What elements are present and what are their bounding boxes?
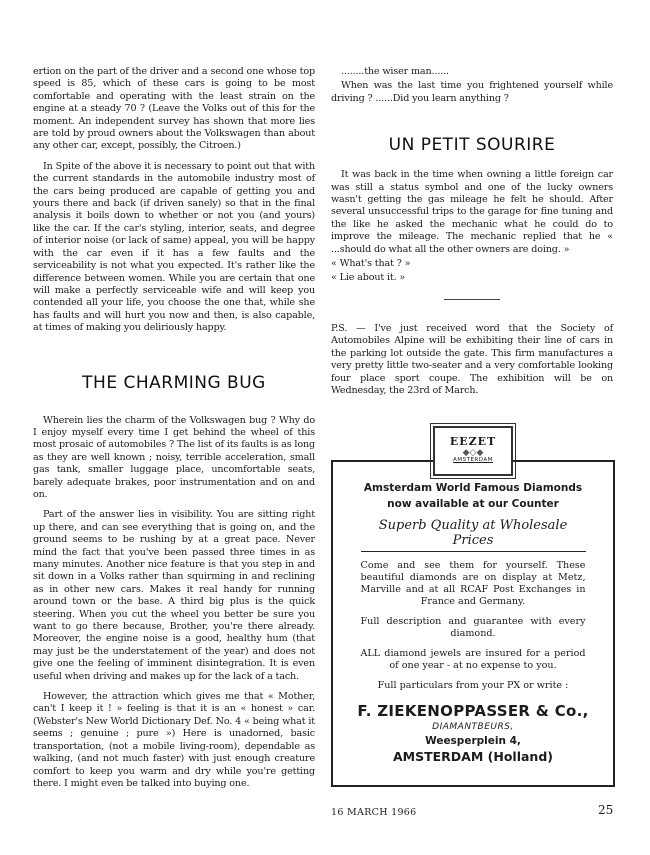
postscript: P.S. — I've just received word that the Society of Automobiles Alpine will be exhibiting their line of cars in the parking lot outside the gate. This firm manufactures a very pretty little two-seater and a very comfortable looking four place sport coupe. The exhibition will be on Wednesday, the 23rd of March. (331, 322, 613, 396)
ad-text: Full description and guarantee with every diamond. (360, 616, 586, 639)
diamond-advertisement (331, 435, 615, 787)
paragraph: When was the last time you frightened yourself while driving ? ......Did you learn anything ? (331, 80, 613, 104)
page-number: 25 (598, 803, 614, 817)
diamond-icon: ◆◇◆ (462, 447, 484, 457)
ad-address: Weesperplein 4, (425, 735, 521, 747)
left-column (33, 66, 315, 798)
quote-line: « Lie about it. » (331, 272, 406, 284)
ad-company-name: F. ZIEKENOPPASSER & Co., (357, 702, 589, 720)
paragraph: ertion on the part of the driver and a second one whose top speed is 85, which of these cars is going to be most comfortable and operating with the least strain on the engine at a steady 70 ? (Leave the Volks out of this for the moment. An independent survey has shown that more lies are told by proud owners about the Volkswagen than about any other car, except, possibly, the Citroen.) (33, 66, 315, 152)
paragraph: Part of the answer lies in visibility. You are sitting right up there, and can see everything that is going on, and the ground seems to be rushing by at a great pace. Never mind the fact that you've been passed three times in as many minutes. Another nice feature is that you step in and sit down in a Volks rather than squirming in and reclining as in other new cars. Makes it real handy for running around town or the base. A third big plus is the quick steering. When you cut the wheel you better be sure you want to go there because, Brother, you're there already. Moreover, the engine noise is a good, healthy hum (that may just be the understatement of the year) and does not give one the feeling of imminent disintegration. It is even useful when driving and makes up for the lack of a tach. (33, 509, 315, 682)
logo-city: AMSTERDAM (453, 457, 493, 463)
paragraph: However, the attraction which gives me that « Mother, can't I keep it ! » feeling is that it is an « honest » car. (Webster's New World Dictionary Def. No. 4 « being what it seems ; genuine ; pure ») Here is unadorned, basic transportation, (not a mobile living-room), dependable as walking, (and not much faster) with just enough creature comfort to keep you warm and dry while you're getting there. I might even be talked into buying one. (33, 691, 315, 789)
ad-text: Come and see them for yourself. These beautiful diamonds are on display at Metz, Marville and at all RCAF Post Exchanges in France and Germany. (360, 560, 586, 607)
ad-city: AMSTERDAM (Holland) (393, 749, 553, 764)
eezet-logo (433, 426, 513, 476)
ad-subtitle: now available at our Counter (387, 498, 559, 510)
paragraph: Wherein lies the charm of the Volkswagen bug ? Why do I enjoy myself every time I get behind the wheel of this most prosaic of automobiles ? The list of its faults is as long as they are well known ; noisy, terrible acceleration, small gas tank, smaller luggage place, uncomfortable seats, barely adequate brakes, poor instrumentation and on and on. (33, 414, 315, 500)
ad-text: ALL diamond jewels are insured for a period of one year - at no expense to you. (360, 648, 586, 671)
ad-text: Full particulars from your PX or write : (377, 680, 569, 691)
quote-line: « What's that ? » (331, 258, 411, 270)
right-column (331, 66, 613, 405)
paragraph: It was back in the time when owning a little foreign car was still a status symbol and one of the lucky owners wasn't getting the gas mileage he felt he should. After several unsuccessful trips to the garage for fine tuning and the like he asked the mechanic what he could do to improve the mileage. The mechanic replied that he « ...should do what all the other owners are doing. » (331, 169, 613, 255)
logo-name: EEZET (449, 435, 497, 448)
ad-company-subtitle: DIAMANTBEURS, (432, 722, 514, 732)
issue-date: 16 MARCH 1966 (331, 807, 417, 818)
section-heading-petit-sourire: UN PETIT SOURIRE (388, 135, 556, 156)
paragraph: In Spite of the above it is necessary to point out that with the current standards in the automobile industry most of the cars being produced are capable of getting you and yours there and back (if driven sanely) so that in the final analysis it boils down to whether or not you (and yours) like the car. If the car's styling, interior, seats, and degree of interior noise (or lack of same) appeal, you will be happy with the car even if it has a few faults and the serviceability is not what you expected. It's rather like the difference between women. While you are certain that one will make a perfectly serviceable wife and will keep you contended all your life, you choose the one that, while she has faults and will hurt you now and then, is also capable, at times of making you deliriously happy. (33, 160, 315, 334)
ad-script-tagline: Superb Quality at Wholesale Prices (361, 518, 586, 552)
section-heading-charming-bug: THE CHARMING BUG (82, 372, 266, 393)
ad-title: Amsterdam World Famous Diamonds (363, 482, 583, 494)
paragraph: ........the wiser man...... (341, 66, 449, 77)
